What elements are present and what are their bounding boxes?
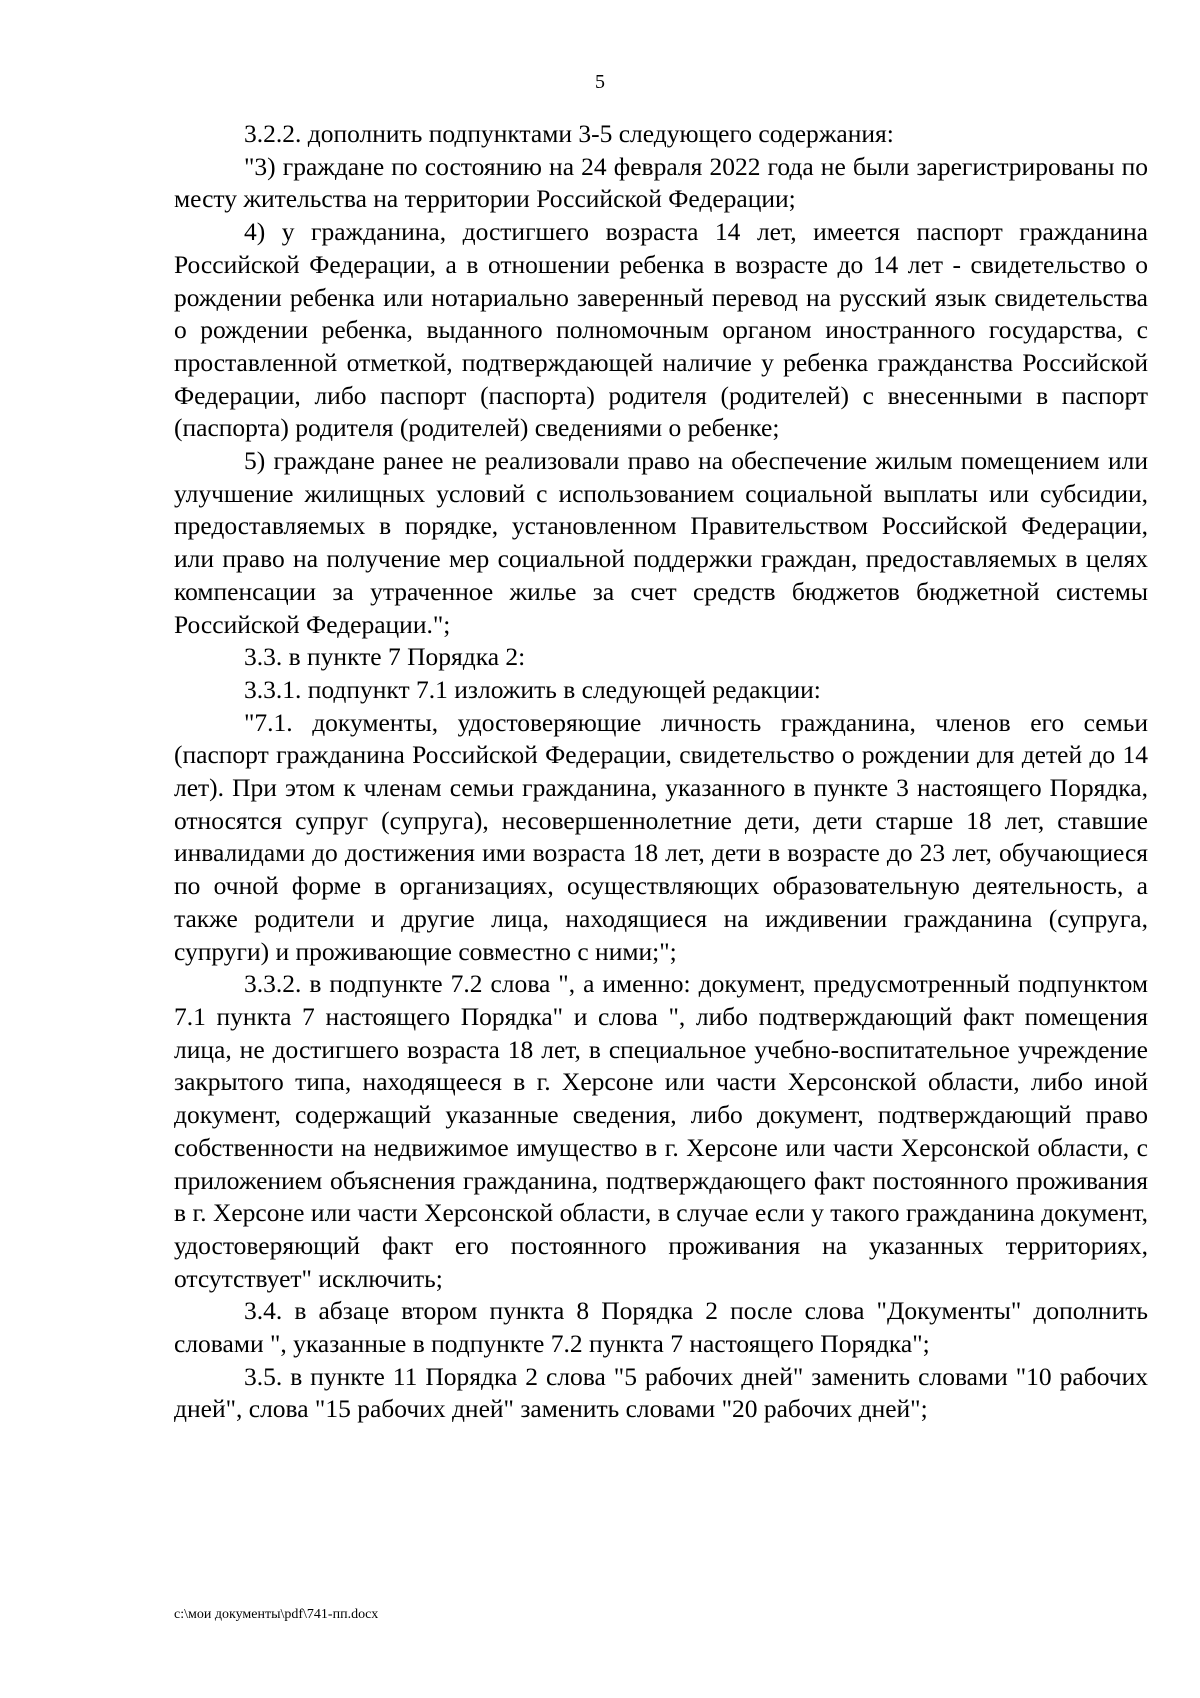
paragraph-item-3: "3) граждане по состоянию на 24 февраля 2022 года не были зарегистрированы по месту жительства на территории Российской Федерации; — [174, 151, 1148, 214]
paragraph-3-3: 3.3. в пункте 7 Порядка 2: — [244, 642, 526, 672]
paragraph-3-3-2: 3.3.2. в подпункте 7.2 слова ", а именно: документ, предусмотренный подпунктом 7.1 пункта 7 настоящего Порядка" и слова ", либо подтверждающий факт помещения лица, не достигшего возраста 18 лет, в специальное учебно-воспитательное учреждение закрытого типа, находящееся в г. Херсоне или части Херсонской области, либо иной документ, содержащий указанные сведения, либо документ, подтверждающий право собственности на недвижимое имущество в г. Херсоне или части Херсонской области, с приложением объяснения гражданина, подтверждающего факт постоянного проживания в г. Херсоне или части Херсонской области, в случае если у такого гражданина документ, удостоверяющий факт его постоянного проживания на указанных территориях, отсутствует" исключить; — [174, 969, 1148, 1293]
page-number: 5 — [595, 71, 605, 93]
document-body — [174, 118, 1148, 1426]
paragraph-3-3-1: 3.3.1. подпункт 7.1 изложить в следующей редакции: — [244, 674, 821, 704]
paragraph-item-4: 4) у гражданина, достигшего возраста 14 лет, имеется паспорт гражданина Российской Федерации, а в отношении ребенка в возрасте до 14 лет - свидетельство о рождении ребенка или нотариально заверенный перевод на русский язык свидетельства о рождении ребенка, выданного полномочным органом иностранного государства, с проставленной отметкой, подтверждающей наличие у ребенка гражданства Российской Федерации, либо паспорт (паспорта) родителя (родителей) с внесенными в паспорт (паспорта) родителя (родителей) сведениями о ребенке; — [174, 217, 1148, 443]
paragraph-3-4: 3.4. в абзаце втором пункта 8 Порядка 2 после слова "Документы" дополнить словами ", указанные в подпункте 7.2 пункта 7 настоящего Порядка"; — [174, 1296, 1148, 1359]
paragraph-item-5: 5) граждане ранее не реализовали право на обеспечение жилым помещением или улучшение жилищных условий с использованием социальной выплаты или субсидии, предоставляемых в порядке, установленном Правительством Российской Федерации, или право на получение мер социальной поддержки граждан, предоставляемых в целях компенсации за утраченное жилье за счет средств бюджетов бюджетной системы Российской Федерации."; — [174, 446, 1148, 639]
paragraph-3-5: 3.5. в пункте 11 Порядка 2 слова "5 рабочих дней" заменить словами "10 рабочих дней", слова "15 рабочих дней" заменить словами "20 рабочих дней"; — [174, 1361, 1148, 1424]
paragraph-7-1: "7.1. документы, удостоверяющие личность гражданина, членов его семьи (паспорт гражданина Российской Федерации, свидетельство о рождении для детей до 14 лет). При этом к членам семьи гражданина, указанного в пункте 3 настоящего Порядка, относятся супруг (супруга), несовершеннолетние дети, дети старше 18 лет, ставшие инвалидами до достижения ими возраста 18 лет, дети в возрасте до 23 лет, обучающиеся по очной форме в организациях, осуществляющих образовательную деятельность, а также родители и другие лица, находящиеся на иждивении гражданина (супруга, супруги) и проживающие совместно с ними;"; — [174, 707, 1148, 966]
paragraph-3-2-2: 3.2.2. дополнить подпунктами 3-5 следующего содержания: — [244, 119, 894, 148]
file-path-footer: c:\мои документы\pdf\741-пп.docx — [174, 1607, 379, 1622]
